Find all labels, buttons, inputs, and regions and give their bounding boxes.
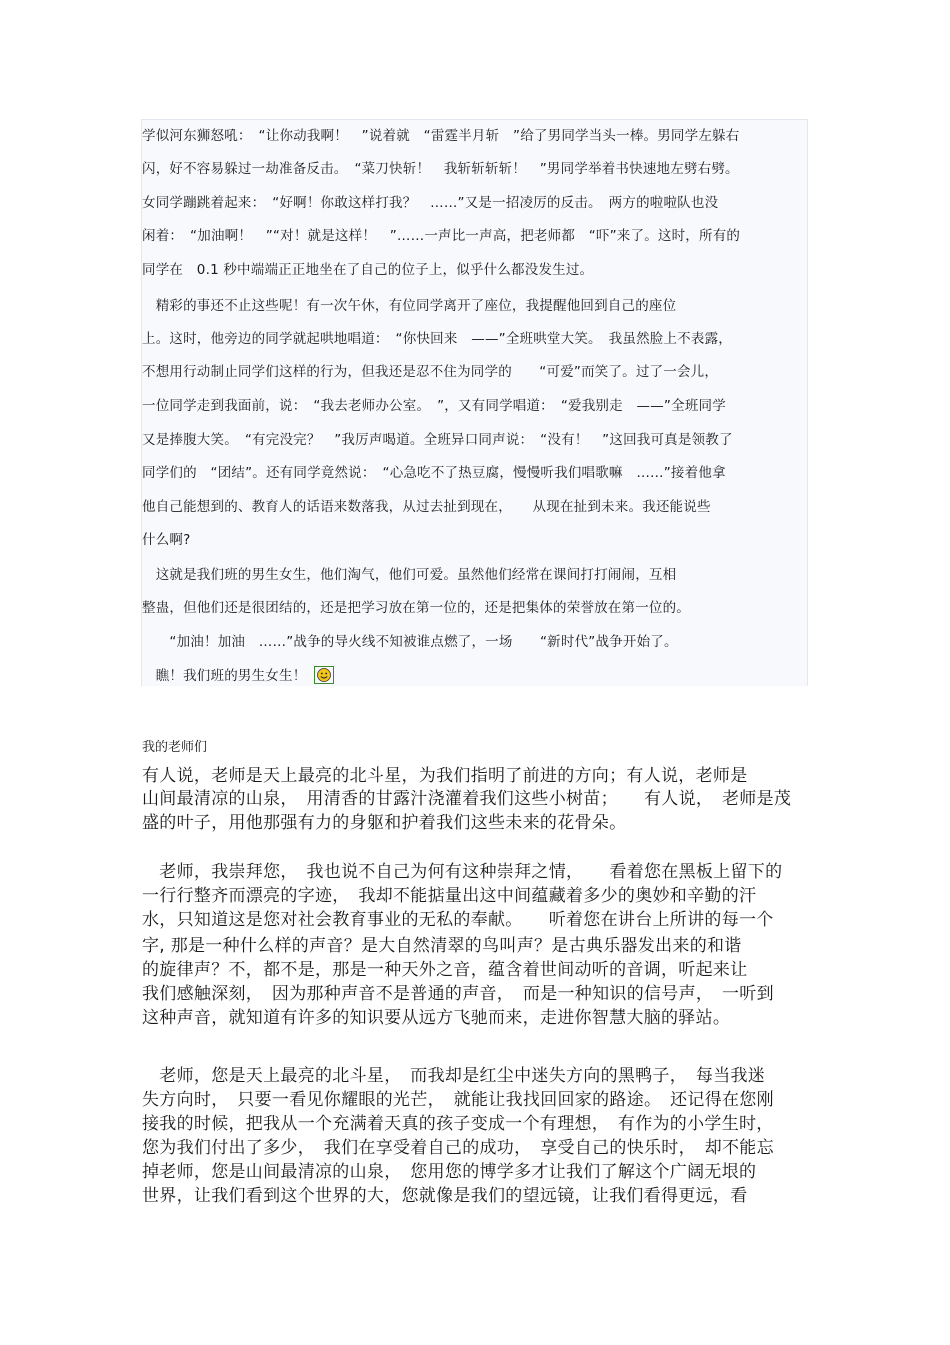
smiley-emoticon-icon: [314, 666, 334, 684]
essay-line: 字, 那是一种什么样的声音？是大自然清翠的鸟叫声？是古典乐器发出来的和谐: [142, 936, 742, 956]
essay-line: 有人说，老师是天上最亮的北斗星，为我们指明了前进的方向；有人说，老师是: [142, 766, 748, 786]
essay-line: 老师，我崇拜您， 我也说不自己为何有这种崇拜之情， 看着您在黑板上留下的: [142, 862, 783, 882]
story-line: [142, 159, 739, 179]
story-line-text: 一位同学走到我面前，说： “我去老师办公室。 ”，又有同学唱道： “爱我别走 ——”全班同学: [142, 398, 726, 414]
story-line: [142, 598, 690, 618]
story-line: [142, 296, 676, 316]
essay-line: 老师，您是天上最亮的北斗星， 而我却是红尘中迷失方向的黑鸭子， 每当我迷: [142, 1066, 766, 1086]
story-line: [142, 565, 676, 585]
essay-title: 我的老师们: [142, 740, 208, 755]
essay-line: 这种声音，就知道有许多的知识要从远方飞驰而来，走进你智慧大脑的驿站。: [142, 1008, 731, 1028]
essay-line: 接我的时候，把我从一个充满着天真的孩子变成一个有理想， 有作为的小学生时，: [142, 1114, 774, 1134]
story-line: [142, 126, 739, 146]
story-line: [142, 430, 733, 450]
story-line: [142, 226, 740, 246]
essay-line: 一行行整齐而漂亮的字迹， 我却不能掂量出这中间蕴藏着多少的奥妙和辛勤的汗: [142, 886, 757, 906]
essay-line: 山间最清凉的山泉， 用清香的甘露汁浇灌着我们这些小树苗； 有人说， 老师是茂: [142, 789, 792, 809]
story-line: [142, 497, 711, 517]
essay-line: 失方向时， 只要一看见你耀眼的光芒， 就能让我找回回家的路途。 还记得在您刚: [142, 1090, 774, 1110]
story-line-text: 瞧！我们班的男生女生！: [142, 668, 307, 684]
story-line: [142, 260, 593, 280]
story-line-text: 同学们的 “团结”。还有同学竟然说： “心急吃不了热豆腐，慢慢听我们唱歌嘛 ……”接着他拿: [142, 465, 726, 481]
story-line: [142, 396, 726, 416]
essay-line: 盛的叶子，用他那强有力的身躯和护着我们这些未来的花骨朵。: [142, 813, 627, 833]
story-line: [142, 193, 718, 213]
essay-line: 世界，让我们看到这个世界的大，您就像是我们的望远镜，让我们看得更远，看: [142, 1186, 748, 1206]
story-line-text: 他自己能想到的、教育人的话语来数落我，从过去扯到现在， 从现在扯到未来。我还能说些: [142, 499, 711, 515]
essay-line: 掉老师，您是山间最清凉的山泉， 您用您的博学多才让我们了解这个广阔无垠的: [142, 1162, 757, 1182]
story-line-text: 这就是我们班的男生女生，他们淘气，他们可爱。虽然他们经常在课间打打闹闹，互相: [142, 567, 677, 583]
story-line: [142, 463, 726, 483]
story-line: [142, 362, 718, 382]
essay-line: 水，只知道这是您对社会教育事业的无私的奉献。 听着您在讲台上所讲的每一个: [142, 910, 774, 930]
story-line: [142, 530, 190, 550]
story-line-text: 精彩的事还不止这些呢！有一次午休，有位同学离开了座位，我提醒他回到自己的座位: [142, 298, 677, 314]
story-line: [142, 329, 732, 349]
story-line-text: 学似河东狮怒吼： “让你动我啊！ ”说着就 “雷霆半月斩 ”给了男同学当头一棒。男同学左躲右: [142, 128, 740, 144]
story-line-text: “加油！加油 ……”战争的导火线不知被谁点燃了，一场 “新时代”战争开始了。: [142, 634, 678, 650]
story-line-text: 闪，好不容易躲过一劫准备反击。 “菜刀快斩！ 我斩斩斩斩！ ”男同学举着书快速地左劈右劈。: [142, 161, 739, 177]
story-line-text: 同学在 0.1 秒中端端正正地坐在了自己的位子上，似乎什么都没发生过。: [142, 262, 594, 278]
essay-line: 您为我们付出了多少， 我们在享受着自己的成功， 享受自己的快乐时， 却不能忘: [142, 1138, 774, 1158]
story-line: [142, 666, 334, 686]
story-line-text: 什么啊?: [142, 532, 191, 548]
story-line-text: 女同学蹦跳着起来： “好啊！你敢这样打我？ ……”又是一招凌厉的反击。 两方的啦啦队也没: [142, 195, 719, 211]
story-line-text: 上。这时，他旁边的同学就起哄地唱道： “你快回来 ——”全班哄堂大笑。 我虽然脸上不表露，: [142, 331, 732, 347]
story-line-text: 又是捧腹大笑。 “有完没完？ ”我厉声喝道。全班异口同声说： “没有！ ”这回我可真是领教了: [142, 432, 733, 448]
story-line-text: 整蛊，但他们还是很团结的，还是把学习放在第一位的，还是把集体的荣誉放在第一位的。: [142, 600, 690, 616]
story-line-text: 不想用行动制止同学们这样的行为，但我还是忍不住为同学的 “可爱”而笑了。过了一会儿，: [142, 364, 719, 380]
story-line: [142, 632, 678, 652]
story-line-text: 闲着： “加油啊！ ”“对！就是这样！ ”……一声比一声高，把老师都 “吓”来了。这时，所有的: [142, 228, 741, 244]
essay-line: 的旋律声？不，都不是，那是一种天外之音，蕴含着世间动听的音调，听起来让: [142, 960, 748, 980]
essay-line: 我们感触深刻， 因为那种声音不是普通的声音， 而是一种知识的信号声， 一听到: [142, 984, 774, 1004]
